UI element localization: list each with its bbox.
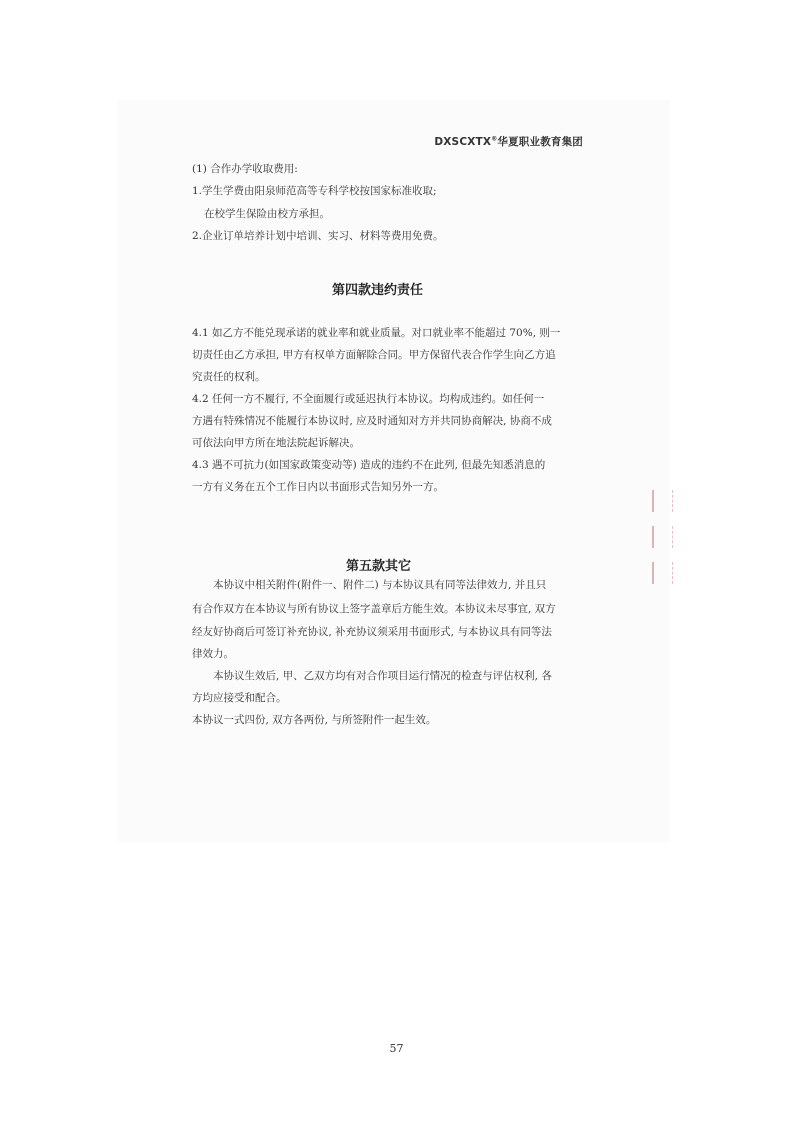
header-brand [434,134,583,149]
clause-4-2-line: 可依法向甲方所在地法院起诉解决。 [192,437,360,449]
clause-4-1-line: 切责任由乙方承担, 甲方有权单方面解除合同。甲方保留代表合作学生向乙方追 [192,349,556,361]
section-5-para-2-line: 本协议生效后, 甲、乙双方均有对合作项目运行情况的检查与评估权利, 各 [213,670,552,682]
seal-stamp-fragment [652,490,674,590]
section-5-para-1-line: 律效力。 [192,648,234,660]
brand-code: DXSCXTX [434,136,492,148]
fees-item-1-cont: 在校学生保险由校方承担。 [204,208,330,220]
section-5-para-1-line: 经友好协商后可签订补充协议, 补充协议须采用书面形式, 与本协议具有同等法 [192,626,552,638]
section-5-para-1-line: 有合作双方在本协议与所有协议上签字盖章后方能生效。本协议未尽事宜, 双方 [192,603,556,615]
clause-4-2-line: 方遇有特殊情况不能履行本协议时, 应及时通知对方并共同协商解决, 协商不成 [192,415,552,427]
clause-4-1-line: 究责任的权利。 [192,371,266,383]
clause-4-3-line: 4.3 遇不可抗力(如国家政策变动等) 造成的违约不在此列, 但最先知悉消息的 [192,459,546,471]
fees-item-1: 1.学生学费由阳泉师范高等专科学校按国家标准收取; [192,185,437,197]
section-5-title: 第五款其它 [346,559,412,574]
clause-4-1-line: 4.1 如乙方不能兑现承诺的就业率和就业质量。对口就业率不能超过 70%, 则一 [192,327,561,339]
brand-name: 华夏职业教育集团 [497,136,583,148]
section-5-para-3: 本协议一式四份, 双方各两份, 与所签附件一起生效。 [192,714,437,726]
fees-item-2: 2.企业订单培养计划中培训、实习、材料等费用免费。 [192,230,444,242]
seal-mark [652,562,673,584]
clause-4-2-line: 4.2 任何一方不履行, 不全面履行或延迟执行本协议。均构成违约。如任何一 [192,393,545,405]
fees-intro: (1) 合作办学收取费用: [192,163,298,175]
seal-mark [652,490,673,512]
page-number: 57 [389,1042,404,1055]
section-5-para-1-line: 本协议中相关附件(附件一、附件二) 与本协议具有同等法律效力, 并且只 [213,579,547,591]
clause-4-3-line: 一方有义务在五个工作日内以书面形式告知另外一方。 [192,481,444,493]
registered-mark: ® [491,135,498,143]
section-4-title: 第四款违约责任 [332,283,424,298]
seal-mark [652,526,673,548]
section-5-para-2-line: 方均应接受和配合。 [192,692,287,704]
